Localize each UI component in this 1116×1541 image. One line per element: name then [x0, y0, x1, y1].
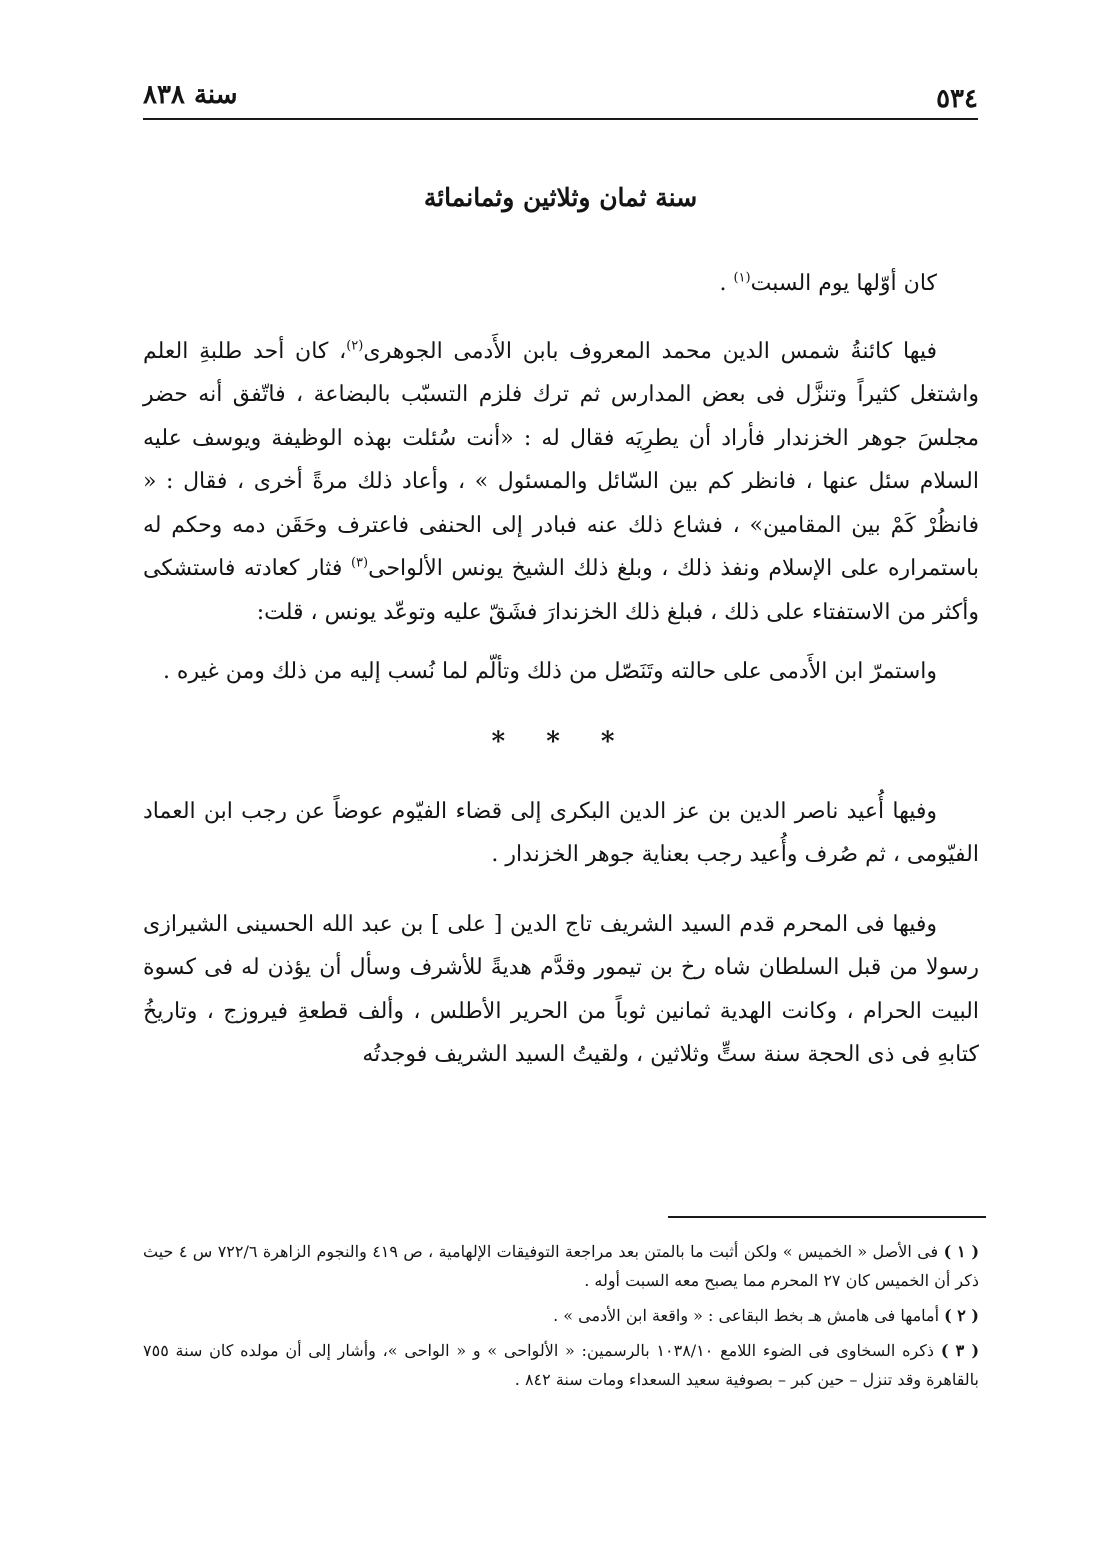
footnote-1-text: فى الأصل « الخميس » ولكن أثبت ما بالمتن بعد مراجعة التوفيقات الإلهامية ، ص ٤١٩ والنجوم الزاهرة ٧٢٢/٦ س ٤ حيث ذكر أن الخميس كان ٢٧ المحرم مما يصبح معه السبت أوله . [143, 1242, 979, 1290]
paragraph-5: وفيها فى المحرم قدم السيد الشريف تاج الدين [ على ] بن عبد الله الحسينى الشيرازى رسولا من قبل السلطان شاه رخ بن تيمور وقدَّم هديةً للأشرف وسأل أن يؤذن له فى كسوة البيت الحرام ، وكانت الهدية ثمانين ثوباً من الحرير الأطلس ، وألف قطعةِ فيروزج ، وتاريخُ كتابهِ فى ذى الحجة سنة ستٍّ وثلاثين ، ولقيتُ السيد الشريف فوجدتُه [143, 911, 979, 1067]
chapter-title: سنة ثمان وثلاثين وثمانمائة [423, 183, 698, 212]
footnote-ref-2: (٢) [346, 338, 364, 354]
running-head: سنة ٨٣٨ [143, 80, 238, 110]
footnote-ref-3: (٣) [350, 555, 369, 571]
paragraph-3: واستمرّ ابن الأَدمى على حالته وتَنَصّل من ذلك وتألّم لما نُسب إليه من ذلك ومن غيره . [162, 659, 937, 684]
footnote-2-mark: ( ٢ ) [944, 1306, 979, 1325]
footnote-ref-1: (١) [733, 270, 751, 286]
footnote-1-mark: ( ١ ) [943, 1242, 980, 1261]
paragraph-4: وفيها أُعيد ناصر الدين بن عز الدين البكرى إلى قضاء الفيّوم عوضاً عن رجب ابن العماد الفيّومى ، ثم صُرف وأُعيد رجب بعناية جوهر الخزندار . [143, 798, 979, 867]
page-header [143, 80, 978, 120]
page-number: ٥٣٤ [936, 84, 978, 114]
paragraph-1-tail: . [719, 271, 734, 296]
section-separator: * * * [491, 726, 631, 757]
main-text [143, 262, 979, 1077]
footnote-2-text: أمامها فى هامش هـ بخط البقاعى : « واقعة ابن الأدمى » . [553, 1306, 940, 1325]
footnote-2 [143, 1301, 979, 1330]
paragraph-2-text-c: فثار كعادته فاستشكى وأكثر من الاستفتاء على ذلك ، فبلغ ذلك الخزندارَ فشَقّ عليه وتوعّد يونس ، قلت: [143, 556, 979, 625]
paragraph-2-text-b: ، كان أحد طلبةِ العلم واشتغل كثيراً وتنزَّل فى بعض المدارس ثم ترك فلزم التسبّب بالبضاعة ، فاتّفق أنه حضر مجلسَ جوهر الخزندار فأراد أن يطرِيَه فقال له : «أنت سُئلت بهذه الوظيفة ويوسف عليه السلام سئل عنها ، فانظر كم بين السّائل والمسئول » ، وأعاد ذلك مرةً أخرى ، فقال : « فانظُرْ كَمْ بين المقامين» ، فشاع ذلك عنه فبادر إلى الحنفى فاعترف وحَقَن دمه وحكم له باستمراره على الإسلام ونفذ ذلك ، وبلغ ذلك الشيخ يونس الألواحى [143, 338, 979, 581]
paragraph-1-text: كان أوّلها يوم السبت [750, 271, 937, 296]
paragraph-2-text-a: فيها كائنةُ شمس الدين محمد المعروف بابن الأَدمى الجوهرى [363, 338, 937, 364]
footnote-3-text: ذكره السخاوى فى الضوء اللامع ١٠٣٨/١٠ بالرسمين: « الألواحى » و « الواحى »، وأشار إلى أن مولده كان سنة ٧٥٥ بالقاهرة وقد تنزل – حين كبر – بصوفية سعيد السعداء ومات سنة ٨٤٢ . [143, 1341, 979, 1389]
footnote-3-mark: ( ٣ ) [940, 1341, 980, 1360]
paragraph-1 [143, 262, 979, 306]
paragraph-2 [143, 330, 979, 635]
footnotes [143, 1237, 979, 1400]
footnote-rule [668, 1216, 986, 1218]
footnote-3 [143, 1336, 979, 1394]
header-rule [143, 118, 978, 120]
footnote-1 [143, 1237, 979, 1295]
